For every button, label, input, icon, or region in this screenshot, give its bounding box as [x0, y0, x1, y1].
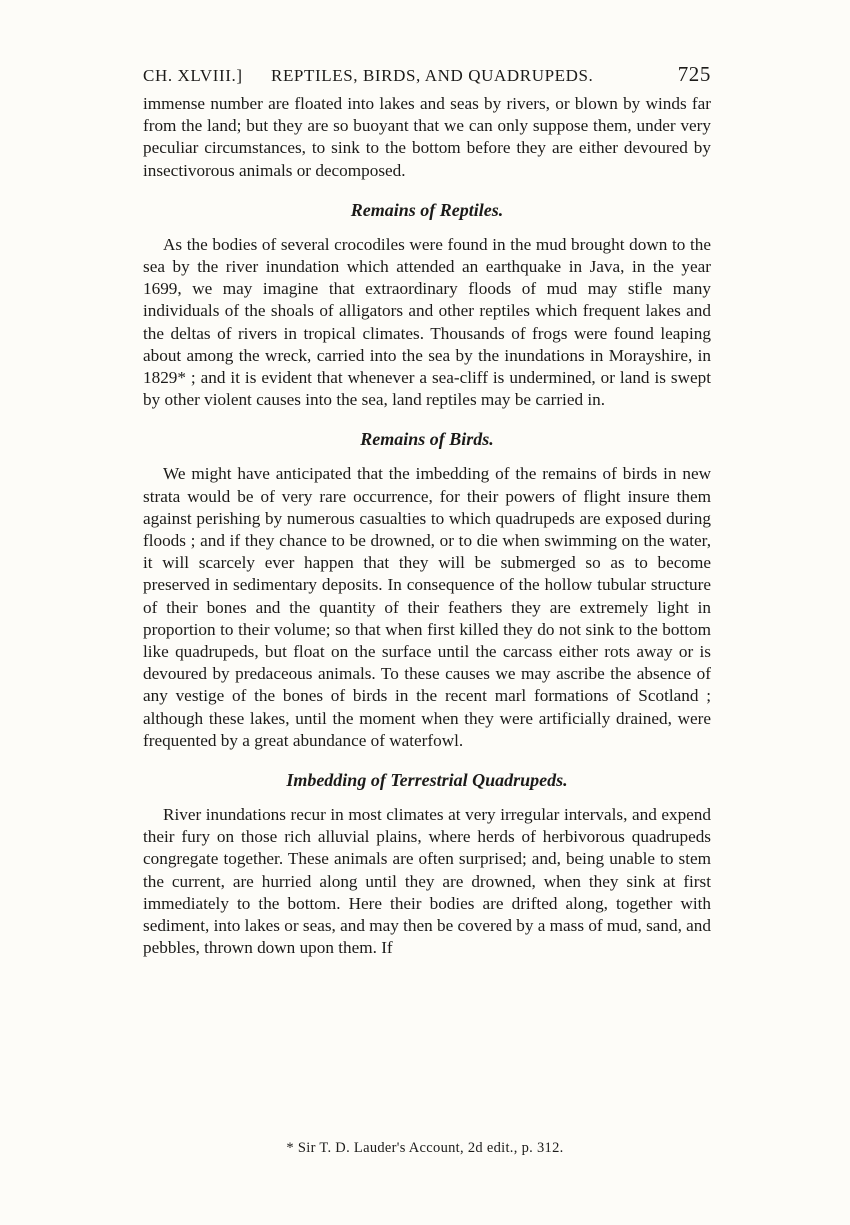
running-title: REPTILES, BIRDS, AND QUADRUPEDS.: [271, 66, 594, 85]
paragraph-continuation: immense number are floated into lakes and seas by rivers, or blown by winds far from the land; but they are so buoyant that we can only suppose them, under very peculiar circumstances, to sink to the bottom before they are either devoured by insectivorous animals or decomposed.: [143, 94, 711, 180]
heading-remains-of-reptiles: Remains of Reptiles.: [350, 199, 504, 220]
running-head: [143, 62, 711, 92]
body-text: [143, 93, 711, 960]
heading-remains-of-birds: Remains of Birds.: [360, 429, 494, 450]
footnote: * Sir T. D. Lauder's Account, 2d edit., p. 312.: [286, 1140, 564, 1156]
paragraph-reptiles: As the bodies of several crocodiles were found in the mud brought down to the sea by the river inundation which attended an earthquake in Java, in the year 1699, we may imagine that extraordinary floods of mud may stifle many individuals of the shoals of alligators and other reptiles which frequent lakes and the deltas of rivers in tropical climates. Thousands of frogs were found leaping about among the wreck, carried into the sea by the inundations in Morayshire, in 1829* ; and it is evident that whenever a sea-cliff is undermined, or land is swept by other violent causes into the sea, land reptiles may be carried in.: [143, 234, 711, 410]
page-number: 725: [677, 62, 711, 86]
paragraph-quadrupeds: River inundations recur in most climates at very irregular intervals, and expend their fury on those rich alluvial plains, where herds of herbivorous quadrupeds congregate together. These animals are often surprised; and, being unable to stem the current, are hurried along until they are drowned, when they sink at first immediately to the bottom. Here their bodies are drifted along, together with sediment, into lakes or seas, and may then be covered by a mass of mud, sand, and pebbles, thrown down upon them. If: [143, 805, 711, 958]
heading-imbedding-quadrupeds: Imbedding of Terrestrial Quadrupeds.: [286, 770, 568, 791]
paragraph-birds: We might have anticipated that the imbedding of the remains of birds in new strata would be of very rare occurrence, for their powers of flight insure them against perishing by numerous casualties to which quadrupeds are exposed during floods ; and if they chance to be drowned, or to die when swimming on the water, it will scarcely ever happen that they will be submerged so as to become preserved in sedimentary deposits. In consequence of the hollow tubular structure of their bones and the quantity of their feathers they are extremely light in proportion to their volume; so that when first killed they do not sink to the bottom like quadrupeds, but float on the surface until the carcass either rots away or is devoured by predaceous animals. To these causes we may ascribe the absence of any vestige of the bones of birds in the recent marl formations of Scotland ; although these lakes, until the moment when they were artificially drained, were frequented by a great abundance of waterfowl.: [143, 464, 711, 750]
chapter-label: CH. XLVIII.]: [143, 66, 243, 85]
